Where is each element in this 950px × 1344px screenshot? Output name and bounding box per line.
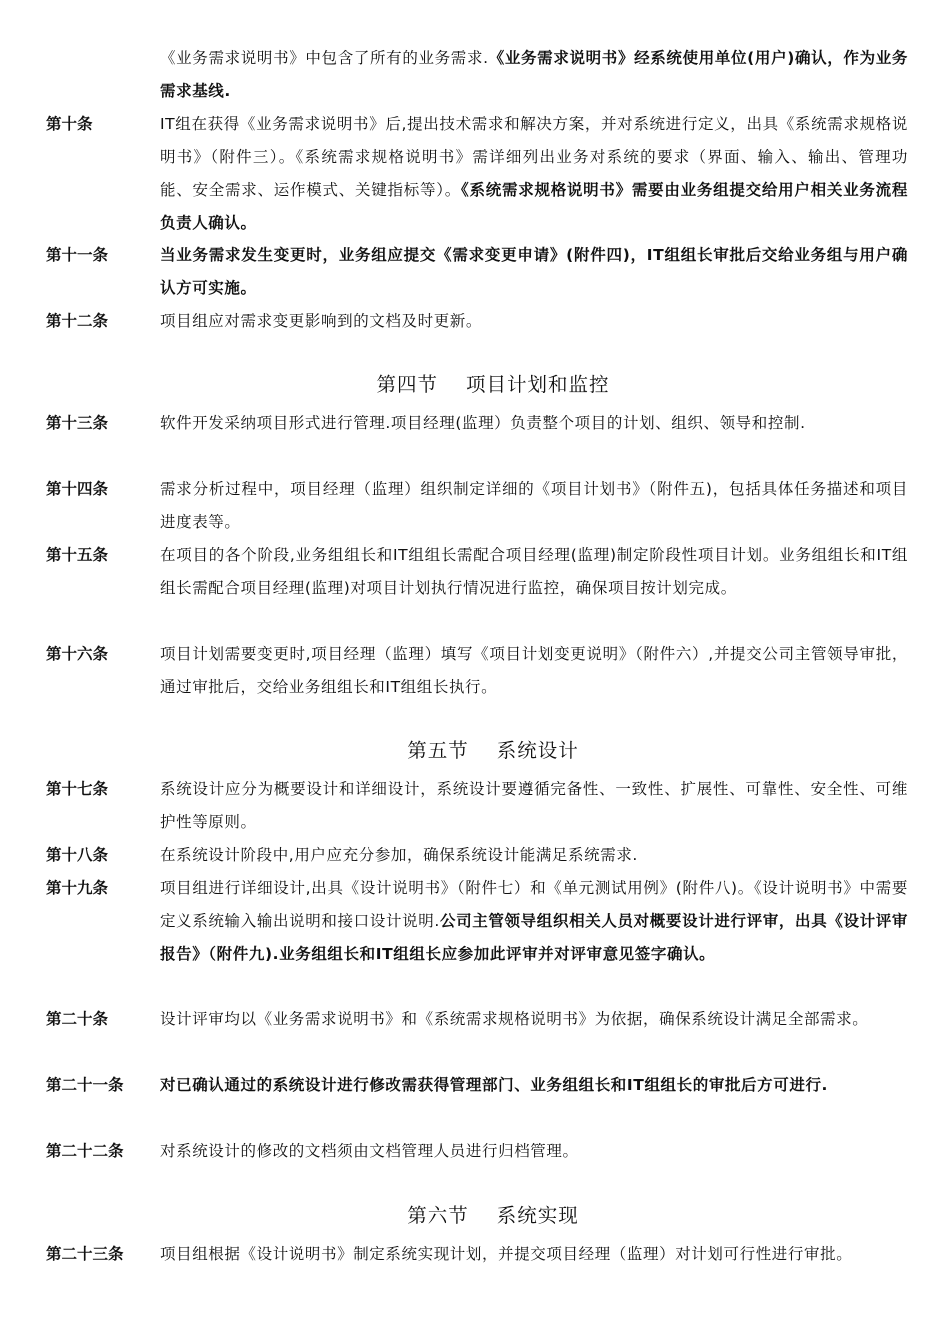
article-22 — [46, 1135, 912, 1168]
article-15 — [46, 539, 912, 605]
article-text: 项目组根据《设计说明书》制定系统实现计划，并提交项目经理（监理）对计划可行性进行审批。 — [160, 1245, 853, 1263]
article-text: 在项目的各个阶段,业务组组长和IT组组长需配合项目经理(监理)制定阶段性项目计划。业务组组长和IT组组长需配合项目经理(监理)对项目计划执行情况进行监控，确保项目按计划完成。 — [160, 546, 908, 597]
article-18 — [46, 839, 912, 872]
article-text: 需求分析过程中，项目经理（监理）组织制定详细的《项目计划书》（附件五)，包括具体任务描述和项目进度表等。 — [160, 480, 908, 531]
section-title: 系统设计 — [496, 739, 579, 762]
article-label: 第十条 — [46, 115, 93, 133]
article-10 — [46, 108, 912, 240]
article-23 — [46, 1238, 912, 1271]
article-label: 第十八条 — [46, 846, 109, 864]
article-text: 系统设计应分为概要设计和详细设计，系统设计要遵循完备性、一致性、扩展性、可靠性、安全性、可维护性等原则。 — [160, 780, 908, 831]
article-13 — [46, 407, 912, 440]
text-bold: 《业务需求说明书》经系统使用单位(用户)确认，作为业务需求基线. — [160, 49, 909, 100]
article-text: 当业务需求发生变更时，业务组应提交《需求变更申请》(附件四)，IT组组长审批后交给业务组与用户确认方可实施。 — [160, 246, 908, 297]
article-21 — [46, 1069, 912, 1102]
article-text: 项目组应对需求变更影响到的文档及时更新。 — [160, 312, 483, 330]
article-label: 第十六条 — [46, 645, 109, 663]
article-text — [160, 872, 908, 971]
article-text — [160, 108, 908, 240]
section-heading-4 — [0, 370, 950, 400]
article-text — [160, 42, 908, 108]
article-text: 在系统设计阶段中,用户应充分参加，确保系统设计能满足系统需求. — [160, 846, 638, 864]
text-normal: 项目组进行详细设计,出具《设计说明书》（附件七）和《单元测试用例》(附件八)。《设计说明书》中需要定义系统输入输出说明和接口设计说明. — [160, 879, 908, 930]
article-label: 第二十三条 — [46, 1245, 124, 1263]
section-heading-6 — [0, 1201, 950, 1231]
article-text: 对系统设计的修改的文档须由文档管理人员进行归档管理。 — [160, 1142, 579, 1160]
article-19 — [46, 872, 912, 971]
article-label: 第十五条 — [46, 546, 109, 564]
text-normal: 《业务需求说明书》中包含了所有的业务需求. — [160, 49, 489, 67]
text-bold: 《系统需求规格说明书》需要由业务组提交给用户相关业务流程负责人确认。 — [160, 181, 908, 232]
article-text: 设计评审均以《业务需求说明书》和《系统需求规格说明书》为依据，确保系统设计满足全部需求。 — [160, 1010, 869, 1028]
article-12 — [46, 305, 912, 338]
article-label: 第二十条 — [46, 1010, 109, 1028]
section-heading-5 — [0, 736, 950, 766]
article-text: 项目计划需要变更时,项目经理（监理）填写《项目计划变更说明》（附件六）,并提交公司主管领导审批，通过审批后，交给业务组组长和IT组组长执行。 — [160, 645, 908, 696]
article-14 — [46, 473, 912, 539]
article-label: 第十七条 — [46, 780, 109, 798]
article-label: 第十四条 — [46, 480, 109, 498]
section-number: 第五节 — [407, 739, 469, 762]
article-label: 第十九条 — [46, 879, 109, 897]
article-label: 第十二条 — [46, 312, 109, 330]
section-number: 第六节 — [407, 1204, 469, 1227]
section-title: 系统实现 — [496, 1204, 579, 1227]
article-20 — [46, 1003, 912, 1036]
article-17 — [46, 773, 912, 839]
article-label: 第二十一条 — [46, 1076, 124, 1094]
article-label: 第十一条 — [46, 246, 109, 264]
article-11 — [46, 239, 912, 305]
article-label: 第二十二条 — [46, 1142, 124, 1160]
intro-paragraph — [46, 42, 912, 108]
article-text: 对已确认通过的系统设计进行修改需获得管理部门、业务组组长和IT组组长的审批后方可进行. — [160, 1076, 829, 1094]
section-title: 项目计划和监控 — [466, 373, 610, 396]
article-16 — [46, 638, 912, 704]
article-text: 软件开发采纳项目形式进行管理.项目经理(监理）负责整个项目的计划、组织、领导和控制. — [160, 414, 806, 432]
article-label: 第十三条 — [46, 414, 109, 432]
text-bold: 公司主管领导组织相关人员对概要设计进行评审，出具《设计评审报告》（附件九).业务组组长和IT组组长应参加此评审并对评审意见签字确认。 — [160, 912, 908, 963]
text-normal: IT组在获得《业务需求说明书》后,提出技术需求和解决方案，并对系统进行定义，出具《系统需求规格说明书》（附件三）。《系统需求规格说明书》需详细列出业务对系统的要求（界面、输入、输出、管理功能、安全需求、运作模式、关键指标等）。 — [160, 115, 908, 199]
section-number: 第四节 — [376, 373, 438, 396]
